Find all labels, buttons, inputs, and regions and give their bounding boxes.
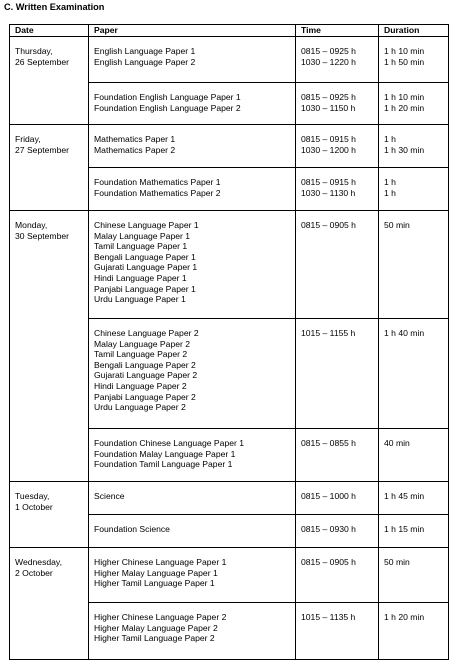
date-cell-line: Tuesday, [15,491,50,501]
paper-cell [89,125,296,168]
duration-cell [379,211,449,319]
time-cell-line: 1030 – 1130 h [301,187,356,198]
date-cell-line: 2 October [15,567,53,578]
paper-cell-line: Higher Chinese Language Paper 1 [94,557,227,567]
duration-cell-line: 50 min [384,557,410,567]
table-row [10,211,449,319]
date-cell [10,548,89,660]
time-cell-line: 1030 – 1150 h [301,102,356,113]
duration-cell [379,548,449,603]
paper-cell-line: Foundation Mathematics Paper 1 [94,177,221,187]
time-cell-line: 0815 – 0930 h [301,524,356,534]
paper-cell [89,603,296,660]
paper-cell-line: Panjabi Language Paper 2 [94,391,196,402]
time-cell [296,603,379,660]
time-cell [296,482,379,515]
paper-cell-line: Bengali Language Paper 2 [94,359,196,370]
duration-cell [379,83,449,125]
time-cell-line: 1015 – 1135 h [301,612,356,622]
paper-cell-line: English Language Paper 2 [94,56,196,67]
paper-cell-line: Foundation Malay Language Paper 1 [94,448,236,459]
duration-cell-line: 1 h 10 min [384,92,425,102]
paper-cell [89,319,296,429]
paper-cell-line: Tamil Language Paper 1 [94,241,188,252]
duration-cell-line: 50 min [384,220,410,230]
time-cell-line: 0815 – 1000 h [301,491,356,501]
paper-cell-line: English Language Paper 1 [94,46,196,56]
time-cell-line: 0815 – 0905 h [301,557,356,567]
duration-cell-line: 1 h [384,134,396,144]
time-cell [296,548,379,603]
duration-cell [379,319,449,429]
table-row [10,125,449,168]
paper-cell-line: Chinese Language Paper 2 [94,328,199,338]
duration-cell [379,168,449,211]
duration-cell-line: 1 h 20 min [384,102,425,113]
time-cell [296,125,379,168]
paper-cell-line: Foundation Science [94,524,170,534]
time-cell-line: 1030 – 1220 h [301,56,356,67]
paper-cell [89,37,296,83]
header-row [10,25,449,37]
time-cell-line: 0815 – 0925 h [301,46,356,56]
paper-cell-line: Hindi Language Paper 2 [94,380,187,391]
paper-cell-line: Higher Tamil Language Paper 2 [94,633,215,644]
time-cell [296,37,379,83]
date-cell-line: 26 September [15,56,69,67]
paper-cell-line: Gujarati Language Paper 2 [94,370,198,381]
duration-cell [379,429,449,482]
paper-cell-line: Foundation English Language Paper 1 [94,92,241,102]
paper-cell-line: Gujarati Language Paper 1 [94,262,198,273]
paper-cell-line: Mathematics Paper 1 [94,134,176,144]
paper-cell-line: Malay Language Paper 2 [94,338,191,349]
duration-cell [379,515,449,548]
table-row [10,548,449,603]
duration-cell [379,603,449,660]
paper-cell-line: Bengali Language Paper 1 [94,251,196,262]
paper-cell-line: Higher Tamil Language Paper 1 [94,578,215,589]
paper-cell [89,548,296,603]
duration-cell-line: 1 h 20 min [384,612,425,622]
time-cell-line: 0815 – 0925 h [301,92,356,102]
time-cell-line: 0815 – 0855 h [301,438,356,448]
duration-cell-line: 1 h 10 min [384,46,425,56]
paper-cell-line: Foundation Chinese Language Paper 1 [94,438,245,448]
date-cell-line: 30 September [15,230,69,241]
exam-timetable [9,24,449,660]
time-cell [296,429,379,482]
paper-cell-line: Science [94,491,125,501]
paper-cell-line: Mathematics Paper 2 [94,144,176,155]
paper-cell-line: Chinese Language Paper 1 [94,220,199,230]
date-cell-line: 27 September [15,144,69,155]
header-time: Time [296,25,379,37]
paper-cell-line: Foundation English Language Paper 2 [94,102,241,113]
table-row [10,37,449,83]
paper-cell-line: Higher Chinese Language Paper 2 [94,612,227,622]
date-cell [10,125,89,211]
duration-cell-line: 1 h [384,187,396,198]
header-paper: Paper [89,25,296,37]
header-duration: Duration [379,25,449,37]
duration-cell-line: 1 h 45 min [384,491,425,501]
date-cell-line: 1 October [15,501,53,512]
paper-cell-line: Hindi Language Paper 1 [94,272,187,283]
paper-cell [89,211,296,319]
timetable-body [10,37,449,660]
paper-cell-line: Tamil Language Paper 2 [94,349,188,360]
time-cell [296,319,379,429]
paper-cell [89,429,296,482]
paper-cell-line: Urdu Language Paper 2 [94,402,186,413]
duration-cell-line: 1 h [384,177,396,187]
paper-cell [89,482,296,515]
time-cell-line: 0815 – 0915 h [301,134,356,144]
paper-cell-line: Higher Malay Language Paper 1 [94,567,218,578]
paper-cell [89,515,296,548]
duration-cell-line: 1 h 40 min [384,328,425,338]
time-cell-line: 0815 – 0905 h [301,220,356,230]
paper-cell-line: Panjabi Language Paper 1 [94,283,196,294]
date-cell-line: Friday, [15,134,41,144]
paper-cell [89,83,296,125]
paper-cell-line: Higher Malay Language Paper 2 [94,622,218,633]
paper-cell-line: Foundation Tamil Language Paper 1 [94,459,233,470]
table-row [10,482,449,515]
duration-cell-line: 40 min [384,438,410,448]
duration-cell-line: 1 h 30 min [384,144,425,155]
date-cell-line: Thursday, [15,46,53,56]
duration-cell-line: 1 h 15 min [384,524,425,534]
time-cell [296,83,379,125]
paper-cell-line: Urdu Language Paper 1 [94,294,186,305]
header-date: Date [10,25,89,37]
duration-cell [379,37,449,83]
paper-cell-line: Malay Language Paper 1 [94,230,191,241]
paper-cell-line: Foundation Mathematics Paper 2 [94,187,221,198]
time-cell-line: 0815 – 0915 h [301,177,356,187]
date-cell-line: Monday, [15,220,48,230]
time-cell [296,211,379,319]
date-cell [10,482,89,548]
duration-cell [379,125,449,168]
date-cell [10,211,89,482]
section-title: C. Written Examination [4,2,105,12]
paper-cell [89,168,296,211]
time-cell [296,168,379,211]
date-cell [10,37,89,125]
duration-cell-line: 1 h 50 min [384,56,425,67]
time-cell-line: 1015 – 1155 h [301,328,356,338]
date-cell-line: Wednesday, [15,557,62,567]
time-cell-line: 1030 – 1200 h [301,144,356,155]
time-cell [296,515,379,548]
duration-cell [379,482,449,515]
